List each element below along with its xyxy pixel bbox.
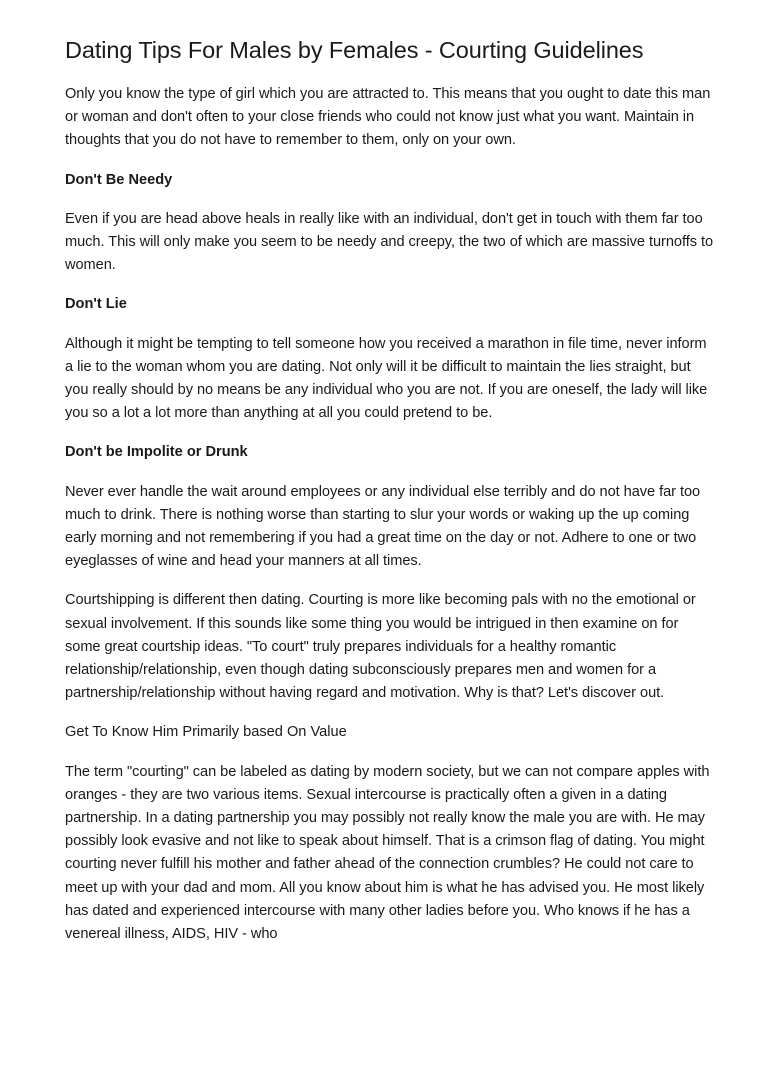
section-body-lie: Although it might be tempting to tell someone how you received a marathon in file time, never inform a lie to the woman whom you are dating. Not only will it be difficult to maintain the lies straight, but you really should by no means be any individual who you are not. If you are oneself, the lady will like you so a lot a lot more than anything at all you could pretend to be. bbox=[65, 335, 708, 422]
intro-paragraph: Only you know the type of girl which you are attracted to. This means that you ought to date this man or woman and don't often to your close friends who could not know just what you want. Maintain in thoughts that you do not have to remember to them, only on your own. bbox=[65, 86, 711, 149]
section-heading-lie: Don't Lie bbox=[65, 296, 127, 313]
final-paragraph: The term "courting" can be labeled as dating by modern society, but we can not compare apples with oranges - they are two various items. Sexual intercourse is practically often a given in a dating partnership. In a dating partnership you may possibly not really know the male you are with. He may possibly look evasive and not like to speak about himself. That is a crimson flag of dating. You might courting never fulfill his mother and father ahead of the connection crumbles? He could not care to meet up with your dad and mom. All you know about him is what he has advised you. He most likely has dated and experienced intercourse with many other ladies before you. Who knows if he has a venereal illness, AIDS, HIV - who bbox=[65, 763, 710, 943]
section-heading-needy: Don't Be Needy bbox=[65, 171, 173, 188]
courtship-paragraph: Courtshipping is different then dating. Courting is more like becoming pals with no the emotional or sexual involvement. If this sounds like some thing you would be intrigued in then examine on for some great courtship ideas. "To court" truly prepares individuals for a healthy romantic relationship/relationship, even though dating subconsciously prepares men and women for a partnership/relationship without having regard and motivation. Why is that? Let's discover out. bbox=[65, 592, 696, 702]
section-body-needy: Even if you are head above heals in really like with an individual, don't get in touch with them far too much. This will only make you seem to be needy and creepy, the two of which are massive turnoffs to women. bbox=[65, 210, 714, 274]
document-page bbox=[65, 34, 715, 962]
document-title: Dating Tips For Males by Females - Courting Guidelines bbox=[65, 37, 644, 63]
value-subheading: Get To Know Him Primarily based On Value bbox=[65, 724, 347, 741]
section-heading-impolite: Don't be Impolite or Drunk bbox=[65, 444, 248, 461]
section-body-impolite: Never ever handle the wait around employees or any individual else terribly and do not have far too much to drink. There is nothing worse than starting to slur your words or waking up the up coming early morning and not remembering if you had a great time on the day or not. Adhere to one or two eyeglasses of wine and head your manners at all times. bbox=[65, 483, 701, 570]
